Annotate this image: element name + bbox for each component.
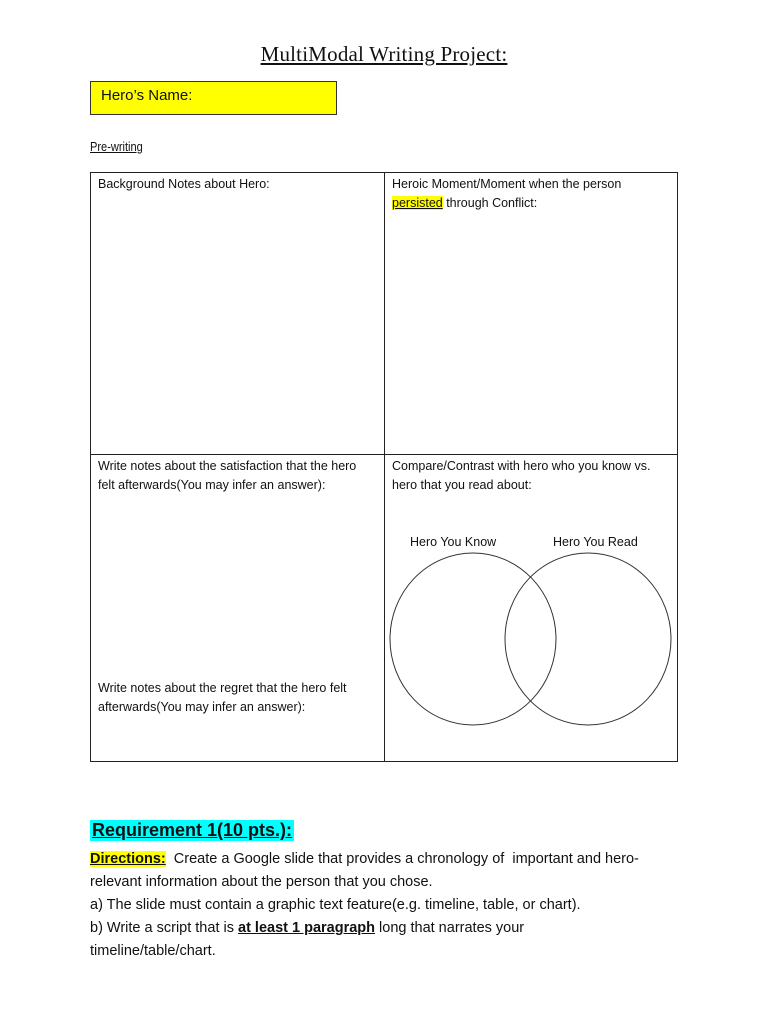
cell-compare-contrast[interactable]	[392, 457, 650, 495]
venn-right-circle	[505, 553, 671, 725]
cell-label-line2: felt afterwards(You may infer an answer):	[98, 478, 326, 492]
venn-diagram	[389, 523, 677, 733]
prewriting-heading: Pre-writing	[90, 139, 143, 154]
table-divider-vertical	[384, 173, 385, 761]
cell-label-line1: Compare/Contrast with hero who you know vs.	[392, 459, 651, 473]
requirement-title: Requirement 1(10 pts.):	[92, 820, 293, 840]
directions-line5: timeline/table/chart.	[90, 943, 216, 959]
cell-regret[interactable]	[98, 679, 347, 717]
cell-label: Background Notes about Hero:	[98, 177, 270, 191]
directions-text: Create a Google slide that provides a chronology of important and hero-	[165, 851, 639, 867]
hero-name-box[interactable]	[90, 81, 337, 115]
directions-line3: a) The slide must contain a graphic text feature(e.g. timeline, table, or chart).	[90, 897, 581, 913]
directions-line1	[90, 848, 680, 871]
cell-heroic-moment[interactable]	[392, 175, 621, 213]
cell-label-line1: Write notes about the regret that the hero felt	[98, 681, 347, 695]
directions-line2: relevant information about the person that you chose.	[90, 874, 433, 890]
directions-line4	[90, 917, 680, 940]
venn-left-circle	[390, 553, 556, 725]
cell-label-line2	[392, 194, 621, 213]
cell-background-notes[interactable]	[98, 175, 270, 194]
line4-bold: at least 1 paragraph	[238, 920, 375, 936]
cell-label-line1: Write notes about the satisfaction that the hero	[98, 459, 357, 473]
page-title: MultiModal Writing Project:	[260, 42, 508, 66]
table-divider-horizontal	[91, 454, 677, 455]
cell-label-line2-rest: through Conflict:	[442, 196, 538, 210]
cell-satisfaction[interactable]	[98, 457, 356, 495]
hero-name-label: Hero’s Name:	[101, 87, 193, 104]
directions-block	[90, 848, 680, 963]
line4-start: b) Write a script that is	[90, 920, 238, 936]
venn-right-label: Hero You Read	[553, 535, 638, 549]
cell-label-line2: afterwards(You may infer an answer):	[98, 700, 306, 714]
cell-label-line2: hero that you read about:	[392, 478, 532, 492]
directions-label: Directions:	[90, 851, 166, 867]
prewriting-table	[90, 172, 678, 762]
venn-left-label: Hero You Know	[410, 535, 497, 549]
cell-label-line1: Heroic Moment/Moment when the person	[392, 177, 622, 191]
line4-end: long that narrates your	[375, 920, 525, 936]
highlight-persisted: persisted	[392, 196, 443, 210]
